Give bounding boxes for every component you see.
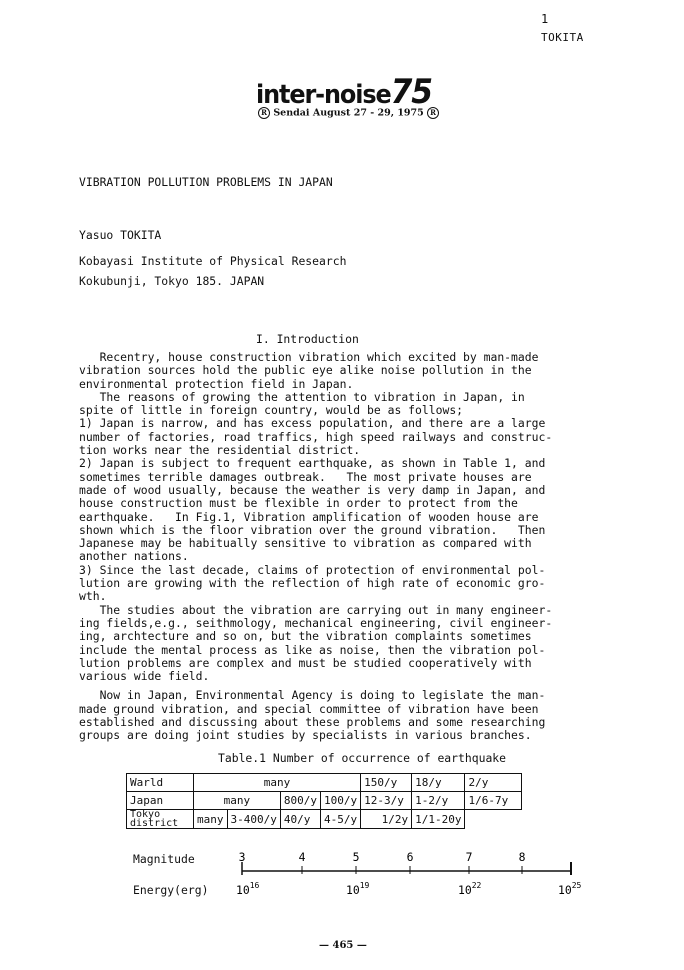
body-line: Recentry, house construction vibration which excited by man-made — [79, 350, 539, 364]
table-cell: Warld — [127, 774, 194, 792]
page-footer: — 465 — — [319, 940, 367, 951]
magnitude-tick-label: 6 — [406, 850, 414, 864]
energy-tick-label: $10^{16}$ — [236, 881, 260, 897]
body-line: The studies about the vibration are carrying out in many engineer- — [79, 602, 553, 617]
registered-mark-icon: R — [427, 107, 439, 119]
table-cell: many — [194, 774, 361, 792]
institute: Kobayasi Institute of Physical Research — [79, 254, 347, 268]
body-line: sometimes terrible damages outbreak. The most private houses are — [79, 469, 532, 484]
magnitude-tick-label: 8 — [518, 850, 526, 864]
body-line: another nations. — [79, 549, 189, 564]
table-cell: Tokyo district — [127, 810, 194, 829]
body-line: lution are growing with the reflection of high rate of economic gro- — [79, 576, 546, 591]
energy-tick-label: $10^{22}$ — [458, 881, 482, 897]
body-line: include the mental process as like as noise, then the vibration pol- — [79, 642, 546, 657]
body-line: lution problems are complex and must be studied cooperatively with — [79, 655, 532, 670]
table-cell: 100/y — [320, 792, 360, 810]
energy-tick-label: $10^{19}$ — [346, 881, 370, 897]
body-line: made of wood usually, because the weather is very damp in Japan, and — [79, 482, 546, 497]
body-line: Now in Japan, Environmental Agency is doing to legislate the man- — [79, 688, 546, 703]
body-line: groups are doing joint studies by specialists in various branches. — [79, 728, 532, 743]
body-line: shown which is the floor vibration over the ground vibration. Then — [79, 522, 546, 537]
running-author: TOKITA — [541, 31, 584, 44]
table-cell: 150/y — [361, 774, 412, 792]
body-line: various wide field. — [79, 669, 210, 684]
registered-mark-icon: R — [258, 107, 270, 119]
body-line: made ground vibration, and special committee of vibration have been — [79, 701, 539, 716]
body-line: 3) Since the last decade, claims of protection of environmental pol- — [79, 562, 546, 577]
energy-tick-label: $10^{25}$ — [558, 881, 582, 897]
table-cell: 18/y — [412, 774, 465, 792]
body-line: number of factories, road traffics, high speed railways and construc- — [79, 429, 553, 444]
conference-dates: Sendai August 27 - 29, 1975 — [273, 107, 424, 119]
body-line: tion works near the residential district. — [79, 443, 361, 458]
table-cell: 1/6-7y — [465, 792, 522, 810]
body-line: earthquake. In Fig.1, Vibration amplification of wooden house are — [79, 509, 539, 524]
body-line: ing fields,e.g., seithmology, mechanical engineering, civil engineer- — [79, 615, 553, 630]
body-line: spite of little in foreign country, would be as follows; — [79, 403, 464, 418]
magnitude-tick-label: 4 — [298, 850, 306, 864]
table-cell: many — [194, 792, 281, 810]
body-line: The reasons of growing the attention to vibration in Japan, in — [79, 389, 525, 404]
author-name: Yasuo TOKITA — [79, 228, 162, 242]
logo-text: inter-noise — [256, 80, 391, 110]
table-cell: 1/1-20y — [412, 810, 465, 829]
body-line: established and discussing about these problems and some researching — [79, 715, 546, 730]
magnitude-tick-label: 5 — [352, 850, 360, 864]
body-line: 2) Japan is subject to frequent earthquake, as shown in Table 1, and — [79, 456, 546, 471]
table-cell: 12-3/y — [361, 792, 412, 810]
table-cell: 1/2y — [361, 810, 412, 829]
magnitude-tick-label: 7 — [465, 850, 473, 864]
table-cell: 2/y — [465, 774, 522, 792]
table-caption: Table.1 Number of occurrence of earthquake — [218, 751, 507, 765]
section-heading: I. Introduction — [256, 332, 359, 346]
table-cell: Japan — [127, 792, 194, 810]
magnitude-tick-label: 3 — [238, 850, 246, 864]
paper-title: VIBRATION POLLUTION PROBLEMS IN JAPAN — [79, 175, 333, 189]
table-cell: many — [194, 810, 228, 829]
body-line: vibration sources hold the public eye alike noise pollution in the — [79, 363, 532, 378]
body-line: 1) Japan is narrow, and has excess population, and there are a large — [79, 416, 546, 431]
magnitude-label: Magnitude — [133, 852, 195, 866]
address: Kokubunji, Tokyo 185. JAPAN — [79, 274, 265, 288]
body-line: environmental protection field in Japan. — [79, 376, 354, 391]
table-cell: 4-5/y — [320, 810, 360, 829]
table-cell: 40/y — [280, 810, 320, 829]
table-cell: 800/y — [280, 792, 320, 810]
energy-label: Energy(erg) — [133, 883, 209, 897]
table-cell: 3-400/y — [227, 810, 280, 829]
logo-number: 75 — [390, 72, 432, 112]
body-line: wth. — [79, 589, 107, 604]
table-cell: 1-2/y — [412, 792, 465, 810]
body-line: house construction must be flexible in order to protect from the — [79, 496, 518, 511]
body-line: ing, archtecture and so on, but the vibration complaints sometimes — [79, 629, 532, 644]
body-line: Japanese may be habitually sensitive to vibration as compared with — [79, 536, 532, 551]
page-number: 1 — [541, 12, 549, 26]
